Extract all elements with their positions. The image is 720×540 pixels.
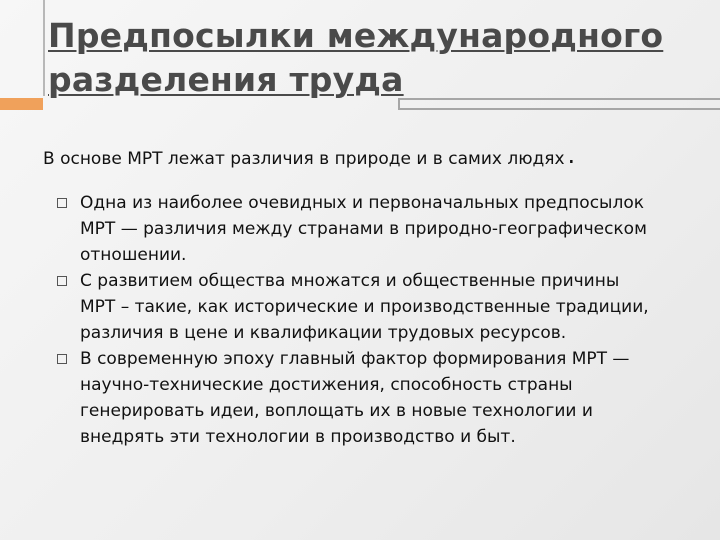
intro-period: . bbox=[567, 141, 576, 169]
bullet-text: В современную эпоху главный фактор формирования МРТ — научно-технические достижения, способность страны генерировать идеи, воплощать их в новые технологии и внедрять эти технологии в производство и быт. bbox=[80, 349, 630, 447]
empty-square-icon bbox=[57, 198, 67, 208]
bullet-list bbox=[56, 190, 656, 450]
empty-square-icon bbox=[57, 276, 67, 286]
list-item bbox=[56, 346, 656, 450]
bullet-text: С развитием общества множатся и общественные причины МРТ – такие, как исторические и производственные традиции, различия в цене и квалификации трудовых ресурсов. bbox=[80, 271, 649, 343]
empty-square-icon bbox=[57, 354, 67, 364]
left-vertical-rule bbox=[43, 0, 45, 96]
orange-accent-bar bbox=[0, 98, 43, 110]
intro-text: В основе МРТ лежат различия в природе и в самих людях bbox=[43, 149, 565, 169]
list-item bbox=[56, 190, 656, 268]
list-item bbox=[56, 268, 656, 346]
intro-paragraph bbox=[43, 141, 663, 172]
slide-title: Предпосылки международного разделения труда bbox=[48, 16, 664, 99]
bullet-text: Одна из наиболее очевидных и первоначальных предпосылок МРТ — различия между странами в природно-географическом отношении. bbox=[80, 193, 647, 265]
